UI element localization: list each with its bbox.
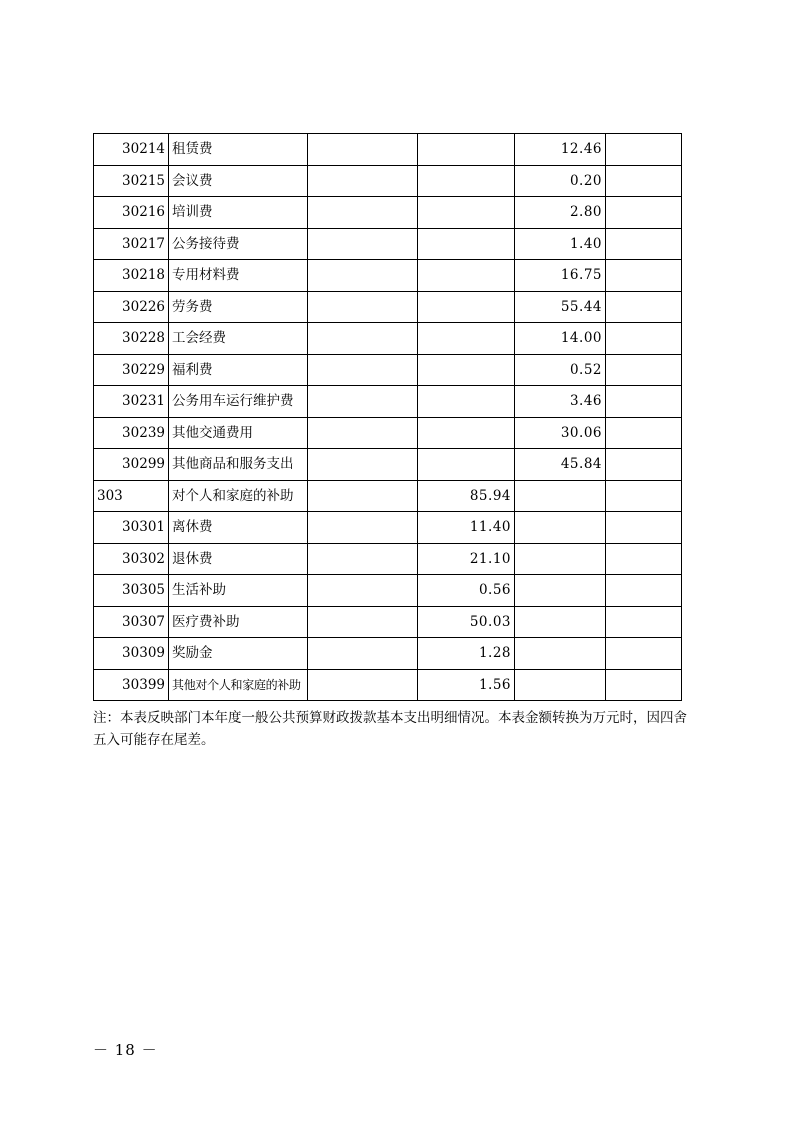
cell-amount-col4 bbox=[418, 291, 515, 323]
cell-code: 30239 bbox=[94, 417, 169, 449]
cell-code: 30214 bbox=[94, 134, 169, 166]
cell-name: 奖励金 bbox=[169, 638, 308, 670]
cell-amount-col3 bbox=[308, 134, 418, 166]
cell-code: 30216 bbox=[94, 197, 169, 229]
cell-amount-col5: 14.00 bbox=[515, 323, 606, 355]
cell-amount-col6 bbox=[606, 228, 682, 260]
cell-amount-col4 bbox=[418, 354, 515, 386]
cell-amount-col3 bbox=[308, 480, 418, 512]
cell-amount-col3 bbox=[308, 543, 418, 575]
cell-code: 30217 bbox=[94, 228, 169, 260]
cell-name: 专用材料费 bbox=[169, 260, 308, 292]
cell-amount-col3 bbox=[308, 575, 418, 607]
table-footnote: 注：本表反映部门本年度一般公共预算财政拨款基本支出明细情况。本表金额转换为万元时，因四舍五入可能存在尾差。 bbox=[93, 710, 687, 748]
cell-amount-col3 bbox=[308, 512, 418, 544]
cell-amount-col6 bbox=[606, 606, 682, 638]
cell-amount-col5 bbox=[515, 480, 606, 512]
cell-amount-col4 bbox=[418, 228, 515, 260]
cell-name: 工会经费 bbox=[169, 323, 308, 355]
cell-code: 30215 bbox=[94, 165, 169, 197]
cell-amount-col3 bbox=[308, 449, 418, 481]
cell-amount-col4 bbox=[418, 260, 515, 292]
cell-amount-col5 bbox=[515, 638, 606, 670]
cell-amount-col5: 16.75 bbox=[515, 260, 606, 292]
cell-amount-col4 bbox=[418, 417, 515, 449]
cell-amount-col3 bbox=[308, 417, 418, 449]
table-row bbox=[94, 669, 682, 701]
table-row bbox=[94, 354, 682, 386]
cell-name: 退休费 bbox=[169, 543, 308, 575]
table-row bbox=[94, 417, 682, 449]
cell-code: 30309 bbox=[94, 638, 169, 670]
cell-amount-col3 bbox=[308, 386, 418, 418]
cell-amount-col3 bbox=[308, 606, 418, 638]
table-row bbox=[94, 291, 682, 323]
cell-amount-col6 bbox=[606, 354, 682, 386]
cell-amount-col5: 0.52 bbox=[515, 354, 606, 386]
table-row bbox=[94, 323, 682, 355]
cell-code: 30301 bbox=[94, 512, 169, 544]
cell-name: 福利费 bbox=[169, 354, 308, 386]
cell-amount-col4: 21.10 bbox=[418, 543, 515, 575]
table-row bbox=[94, 480, 682, 512]
cell-amount-col4 bbox=[418, 323, 515, 355]
cell-name: 生活补助 bbox=[169, 575, 308, 607]
cell-amount-col3 bbox=[308, 165, 418, 197]
cell-amount-col6 bbox=[606, 417, 682, 449]
cell-amount-col5 bbox=[515, 575, 606, 607]
cell-amount-col6 bbox=[606, 638, 682, 670]
cell-amount-col4 bbox=[418, 197, 515, 229]
cell-amount-col5 bbox=[515, 512, 606, 544]
cell-amount-col4 bbox=[418, 134, 515, 166]
cell-amount-col6 bbox=[606, 165, 682, 197]
cell-code: 30302 bbox=[94, 543, 169, 575]
table-row bbox=[94, 543, 682, 575]
page-number: － 18 － bbox=[93, 1041, 158, 1059]
cell-amount-col5: 55.44 bbox=[515, 291, 606, 323]
cell-amount-col6 bbox=[606, 197, 682, 229]
cell-name: 医疗费补助 bbox=[169, 606, 308, 638]
cell-name: 对个人和家庭的补助 bbox=[169, 480, 308, 512]
cell-code: 30307 bbox=[94, 606, 169, 638]
table-row bbox=[94, 228, 682, 260]
cell-amount-col3 bbox=[308, 197, 418, 229]
expenditure-table-container bbox=[93, 133, 682, 701]
cell-amount-col3 bbox=[308, 228, 418, 260]
table-row bbox=[94, 575, 682, 607]
cell-amount-col6 bbox=[606, 386, 682, 418]
cell-amount-col3 bbox=[308, 354, 418, 386]
cell-amount-col4: 1.56 bbox=[418, 669, 515, 701]
cell-amount-col3 bbox=[308, 638, 418, 670]
table-row bbox=[94, 134, 682, 166]
cell-amount-col6 bbox=[606, 134, 682, 166]
cell-code: 30218 bbox=[94, 260, 169, 292]
table-row bbox=[94, 512, 682, 544]
cell-amount-col4 bbox=[418, 449, 515, 481]
cell-name: 公务用车运行维护费 bbox=[169, 386, 308, 418]
cell-amount-col5: 0.20 bbox=[515, 165, 606, 197]
cell-amount-col5: 30.06 bbox=[515, 417, 606, 449]
cell-code: 30228 bbox=[94, 323, 169, 355]
table-row bbox=[94, 165, 682, 197]
cell-amount-col6 bbox=[606, 480, 682, 512]
cell-amount-col5: 45.84 bbox=[515, 449, 606, 481]
table-body bbox=[94, 134, 682, 701]
cell-code: 30229 bbox=[94, 354, 169, 386]
cell-amount-col6 bbox=[606, 543, 682, 575]
cell-amount-col6 bbox=[606, 260, 682, 292]
cell-name: 其他对个人和家庭的补助 bbox=[169, 669, 308, 701]
cell-amount-col5: 1.40 bbox=[515, 228, 606, 260]
cell-name: 离休费 bbox=[169, 512, 308, 544]
cell-name: 劳务费 bbox=[169, 291, 308, 323]
cell-code: 30226 bbox=[94, 291, 169, 323]
cell-code: 30299 bbox=[94, 449, 169, 481]
cell-code: 30399 bbox=[94, 669, 169, 701]
expenditure-detail-table bbox=[93, 133, 682, 701]
cell-amount-col4 bbox=[418, 165, 515, 197]
cell-name: 公务接待费 bbox=[169, 228, 308, 260]
cell-amount-col6 bbox=[606, 449, 682, 481]
table-row bbox=[94, 260, 682, 292]
cell-amount-col5 bbox=[515, 543, 606, 575]
cell-amount-col6 bbox=[606, 291, 682, 323]
cell-amount-col5: 12.46 bbox=[515, 134, 606, 166]
table-row bbox=[94, 386, 682, 418]
table-row bbox=[94, 606, 682, 638]
cell-amount-col4: 85.94 bbox=[418, 480, 515, 512]
cell-amount-col5: 3.46 bbox=[515, 386, 606, 418]
cell-amount-col6 bbox=[606, 575, 682, 607]
cell-amount-col4: 11.40 bbox=[418, 512, 515, 544]
cell-amount-col4: 1.28 bbox=[418, 638, 515, 670]
cell-name: 其他商品和服务支出 bbox=[169, 449, 308, 481]
cell-amount-col5 bbox=[515, 606, 606, 638]
cell-amount-col4: 50.03 bbox=[418, 606, 515, 638]
cell-amount-col3 bbox=[308, 291, 418, 323]
cell-amount-col6 bbox=[606, 512, 682, 544]
cell-name: 租赁费 bbox=[169, 134, 308, 166]
cell-amount-col3 bbox=[308, 260, 418, 292]
cell-code: 303 bbox=[94, 480, 169, 512]
cell-amount-col6 bbox=[606, 323, 682, 355]
cell-code: 30305 bbox=[94, 575, 169, 607]
table-row bbox=[94, 638, 682, 670]
cell-amount-col6 bbox=[606, 669, 682, 701]
cell-amount-col3 bbox=[308, 323, 418, 355]
table-row bbox=[94, 449, 682, 481]
cell-amount-col4 bbox=[418, 386, 515, 418]
cell-name: 会议费 bbox=[169, 165, 308, 197]
cell-name: 培训费 bbox=[169, 197, 308, 229]
cell-name: 其他交通费用 bbox=[169, 417, 308, 449]
cell-code: 30231 bbox=[94, 386, 169, 418]
cell-amount-col3 bbox=[308, 669, 418, 701]
table-row bbox=[94, 197, 682, 229]
cell-amount-col5: 2.80 bbox=[515, 197, 606, 229]
cell-amount-col4: 0.56 bbox=[418, 575, 515, 607]
cell-amount-col5 bbox=[515, 669, 606, 701]
